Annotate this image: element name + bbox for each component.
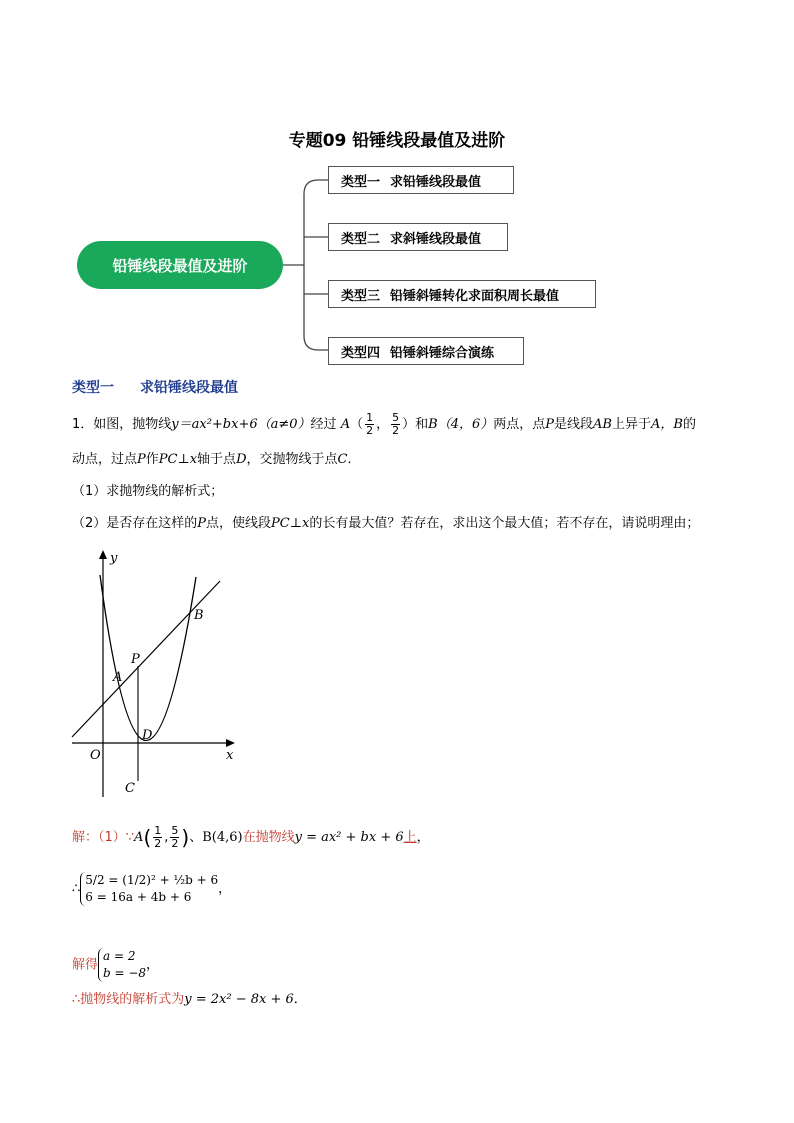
parabola-figure (60, 545, 250, 805)
mindmap-root: 铅锤线段最值及进阶 (77, 241, 283, 289)
mindmap-branch-3: 类型三 铅锤斜锤转化求面积周长最值 (328, 280, 596, 308)
label-x: x (226, 748, 234, 763)
label-P: P (131, 652, 140, 667)
solution-system-1: ∴ 5/2 = (1/2)² + ½b + 6 6 = 16a + 4b + 6 ， (72, 873, 232, 904)
mindmap-branch-2: 类型二 求斜锤线段最值 (328, 223, 508, 251)
solution-line-1: 解：（1）∵A( $\frac{1}{2}$ , $\frac{5}{2}$ )、B(4,6)在抛物线y = ax² + bx + 6上， (72, 824, 430, 850)
question-2: （2）是否存在这样的P点，使线段PC⊥x的长有最大值？若存在，求出这个最大值；若不存在，请说明理由； (72, 516, 700, 531)
label-y: y (110, 551, 118, 566)
solution-conclusion: ∴抛物线的解析式为y = 2x² − 8x + 6． (72, 992, 307, 1007)
mindmap-branch-4: 类型四 铅锤斜锤综合演练 (328, 337, 524, 365)
section-heading: 类型一 求铅锤线段最值 (72, 380, 238, 396)
label-O: O (90, 748, 101, 763)
problem-line-1: 1．如图，抛物线y＝ax²+bx+6（a≠0）经过 A（ $\frac{1}{2}$ ， $\frac{5}{2}$ ）和B（4，6）两点，点P是线段AB上异于A，B的 (72, 411, 696, 437)
label-B: B (194, 608, 204, 623)
label-A: A (113, 670, 123, 685)
label-C: C (125, 781, 135, 796)
mindmap-branch-1: 类型一 求铅锤线段最值 (328, 166, 514, 194)
label-D: D (142, 728, 153, 743)
problem-line-2: 动点，过点P作PC⊥x轴于点D，交抛物线于点C． (72, 452, 361, 467)
question-1: （1）求抛物线的解析式； (72, 484, 224, 499)
page-title: 专题09 铅锤线段最值及进阶 (288, 131, 506, 151)
solution-system-2: 解得 a = 2 b = −8 ， (72, 949, 160, 980)
